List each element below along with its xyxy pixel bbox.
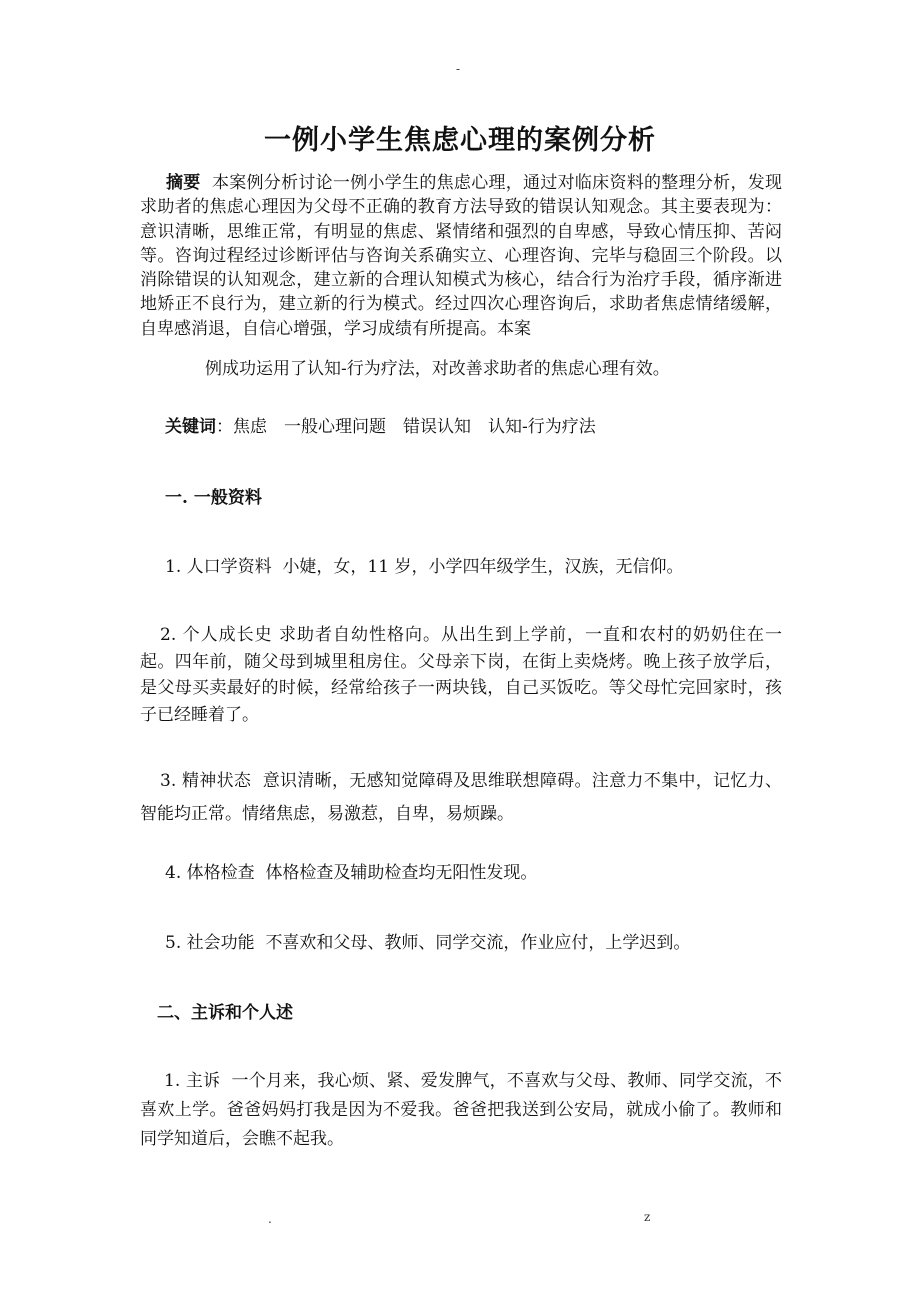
section-1-item-1 [165,552,683,577]
section-2-heading: 二、主诉和个人述 [157,1003,293,1023]
keywords-line [165,412,596,437]
item-text: 小婕，女，11 岁，小学四年级学生，汉族，无信仰。 [282,557,684,577]
abstract-last-line: 例成功运用了认知-行为疗法，对改善求助者的焦虑心理有效。 [205,359,670,379]
abstract-label: 摘要 [166,173,201,193]
section-1-heading: 一. 一般资料 [165,488,262,508]
page-footer-right-mark: z [644,1210,651,1224]
item-label: 2. 个人成长史 [160,625,273,645]
item-label: 4. 体格检查 [165,863,255,883]
page-footer-left-mark: . [268,1212,272,1226]
item-text: 求助者自幼性格向。从出生到上学前，一直和农村的奶奶住在一起。四年前，随父母到城里租房住。父母亲下岗，在街上卖烧烤。晚上孩子放学后，是父母买卖最好的时候，经常给孩子一两块钱，自己买饭吃。等父母忙完回家时，孩子已经睡着了。 [140,625,783,725]
section-1-item-2 [140,622,782,728]
item-label: 1. 人口学资料 [165,557,272,577]
abstract-text: 本案例分析讨论一例小学生的焦虑心理，通过对临床资料的整理分析，发现求助者的焦虑心理因为父母不正确的教育方法导致的错误认知观念。其主要表现为：意识清晰，思维正常，有明显的焦虑、紧情绪和强烈的自卑感，导致心情压抑、苦闷等。咨询过程经过诊断评估与咨询关系确实立、心理咨询、完毕与稳固三个阶段。以消除错误的认知观念，建立新的合理认知模式为核心，结合行为治疗手段，循序渐进地矫正不良行为，建立新的行为模式。经过四次心理咨询后，求助者焦虑情绪缓解，自卑感消退，自信心增强，学习成绩有所提高。本案 [140,173,783,339]
page-header-mark: - [456,62,461,76]
item-label: 1. 主诉 [164,1071,221,1091]
item-label: 3. 精神状态 [160,771,252,791]
section-1-item-4 [165,858,537,883]
item-text: 意识清晰，无感知觉障碍及思维联想障碍。注意力不集中，记忆力、智能均正常。情绪焦虑，易激惹，自卑，易烦躁。 [140,771,783,824]
abstract-paragraph [140,171,782,341]
section-1-item-5 [165,928,690,953]
document-title: 一例小学生焦虑心理的案例分析 [264,125,656,156]
keywords-label: 关键词 [165,417,216,437]
section-2-item-1 [140,1067,782,1154]
item-text: 一个月来，我心烦、紧、爱发脾气，不喜欢与父母、教师、同学交流，不喜欢上学。爸爸妈妈打我是因为不爱我。爸爸把我送到公安局，就成小偷了。教师和同学知道后，会瞧不起我。 [140,1071,783,1149]
item-text: 体格检查及辅助检查均无阳性发现。 [265,863,538,883]
keywords-items: 焦虑 一般心理问题 错误认知 认知-行为疗法 [233,417,596,437]
item-text: 不喜欢和父母、教师、同学交流，作业应付，上学迟到。 [265,933,691,953]
item-label: 5. 社会功能 [165,933,255,953]
section-1-item-3 [140,765,782,831]
keywords-separator: ： [216,417,233,437]
